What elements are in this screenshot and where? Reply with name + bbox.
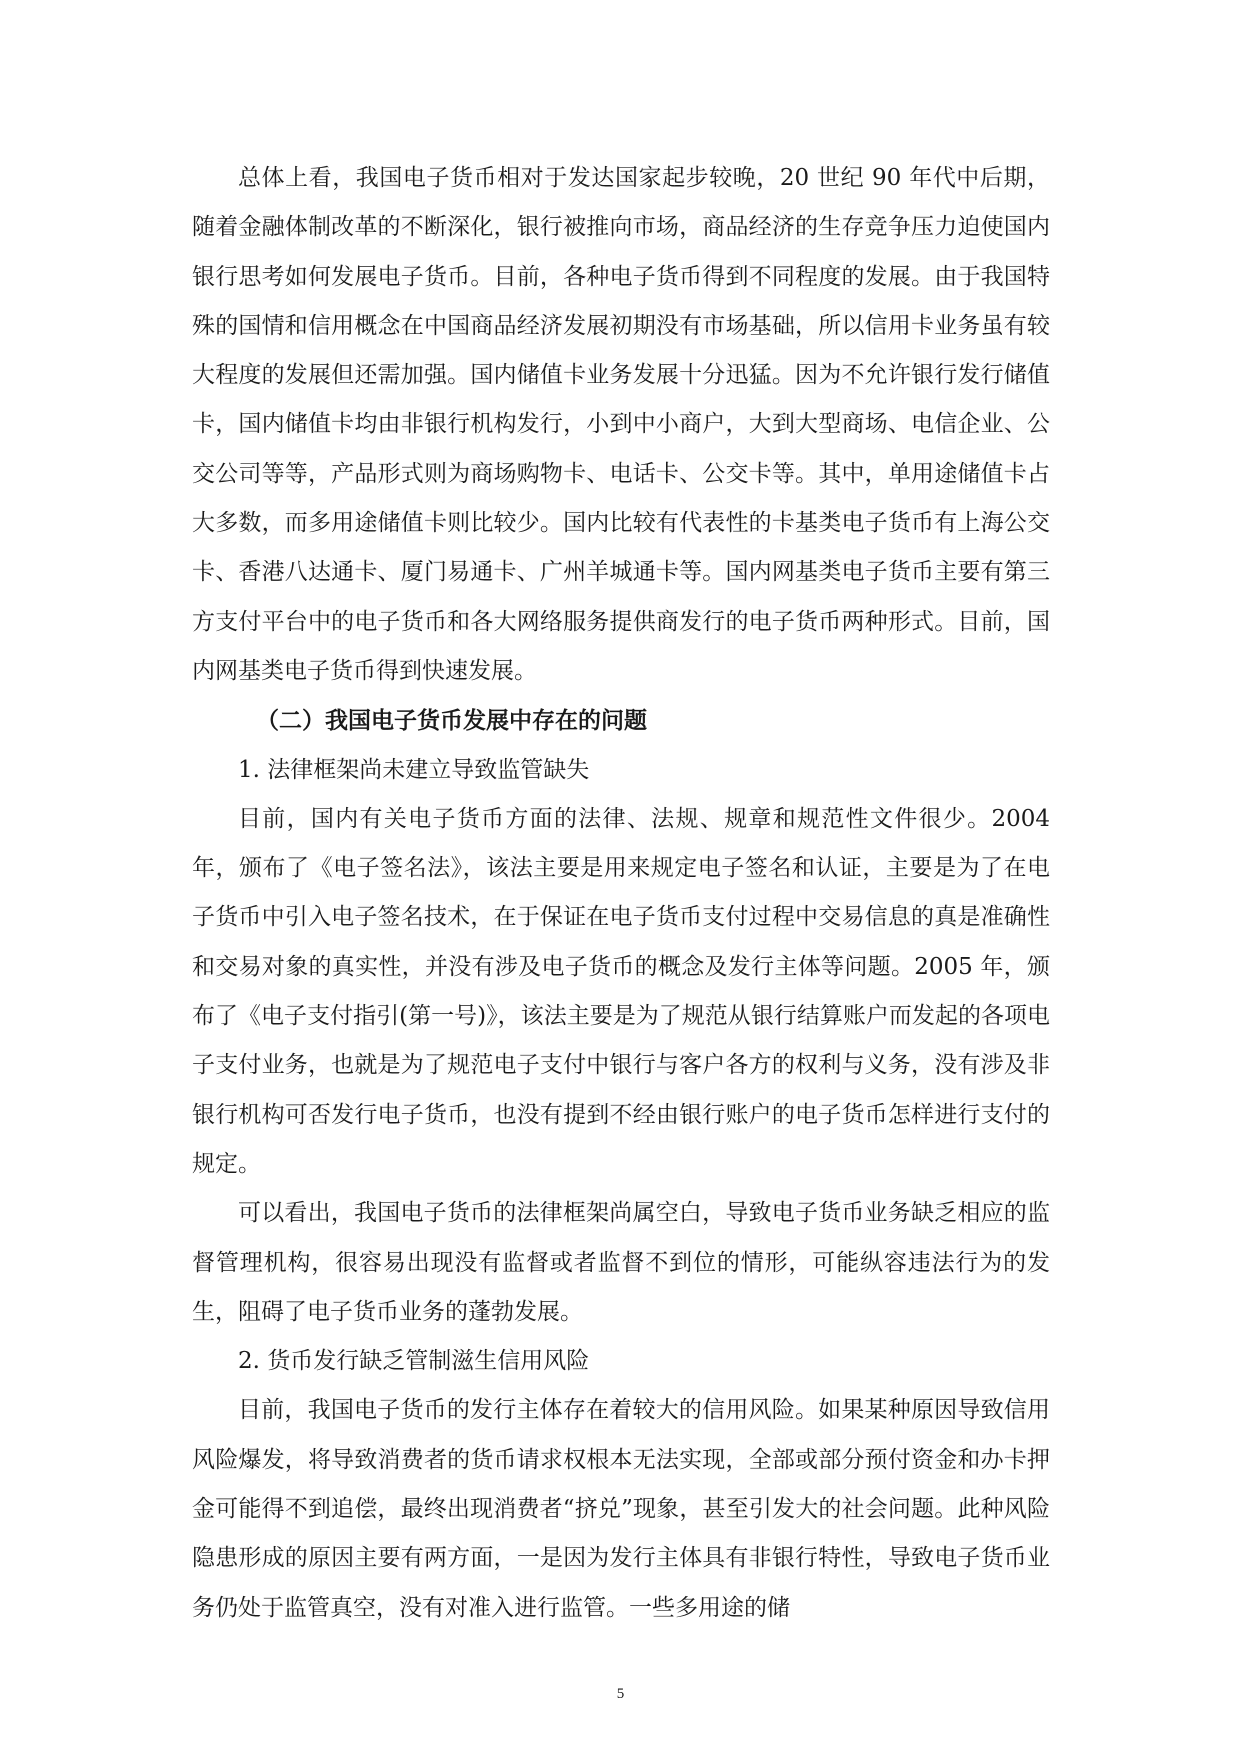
paragraph-credit-risk: 目前，我国电子货币的发行主体存在着较大的信用风险。如果某种原因导致信用风险爆发，将导致消费者的货币请求权根本无法实现，全部或部分预付资金和办卡押金可能得不到追偿，最终出现消费者“挤兑”现象，甚至引发大的社会问题。此种风险隐患形成的原因主要有两方面，一是因为发行主体具有非银行特性，导致电子货币业务仍处于监管真空，没有对准入进行监管。一些多用途的储 [192,1397,1050,1621]
paragraph-overview: 总体上看，我国电子货币相对于发达国家起步较晚，20 世纪 90 年代中后期，随着金融体制改革的不断深化，银行被推向市场，商品经济的生存竞争压力迫使国内银行思考如何发展电子货币。目前，各种电子货币得到不同程度的发展。由于我国特殊的国情和信用概念在中国商品经济发展初期没有市场基础，所以信用卡业务虽有较大程度的发展但还需加强。国内储值卡业务发展十分迅猛。因为不允许银行发行储值卡，国内储值卡均由非银行机构发行，小到中小商户，大到大型商场、电信企业、公交公司等等，产品形式则为商场购物卡、电话卡、公交卡等。其中，单用途储值卡占大多数，而多用途储值卡则比较少。国内比较有代表性的卡基类电子货币有上海公交卡、香港八达通卡、厦门易通卡、广州羊城通卡等。国内网基类电子货币主要有第三方支付平台中的电子货币和各大网络服务提供商发行的电子货币两种形式。目前，国内网基类电子货币得到快速发展。 [192,165,1050,684]
paragraph-legal: 目前，国内有关电子货币方面的法律、法规、规章和规范性文件很少。2004 年，颁布了《电子签名法》，该法主要是用来规定电子签名和认证，主要是为了在电子货币中引入电子签名技术，在于保证在电子货币支付过程中交易信息的真是准确性和交易对象的真实性，并没有涉及电子货币的概念及发行主体等问题。2005 年，颁布了《电子支付指引(第一号)》，该法主要是为了规范从银行结算账户而发起的各项电子支付业务，也就是为了规范电子支付中银行与客户各方的权利与义务，没有涉及非银行机构可否发行电子货币，也没有提到不经由银行账户的电子货币怎样进行支付的规定。 [192,805,1050,1177]
subsection-heading-legal: 1. 法律框架尚未建立导致监管缺失 [238,756,590,783]
document-body [192,154,1050,1633]
page-number: 5 [616,1686,625,1702]
section-heading: （二）我国电子货币发展中存在的问题 [256,707,647,735]
paragraph-legal-conclusion: 可以看出，我国电子货币的法律框架尚属空白，导致电子货币业务缺乏相应的监督管理机构，很容易出现没有监督或者监督不到位的情形，可能纵容违法行为的发生，阻碍了电子货币业务的蓬勃发展。 [192,1200,1050,1325]
subsection-heading-credit-risk: 2. 货币发行缺乏管制滋生信用风险 [238,1348,590,1375]
